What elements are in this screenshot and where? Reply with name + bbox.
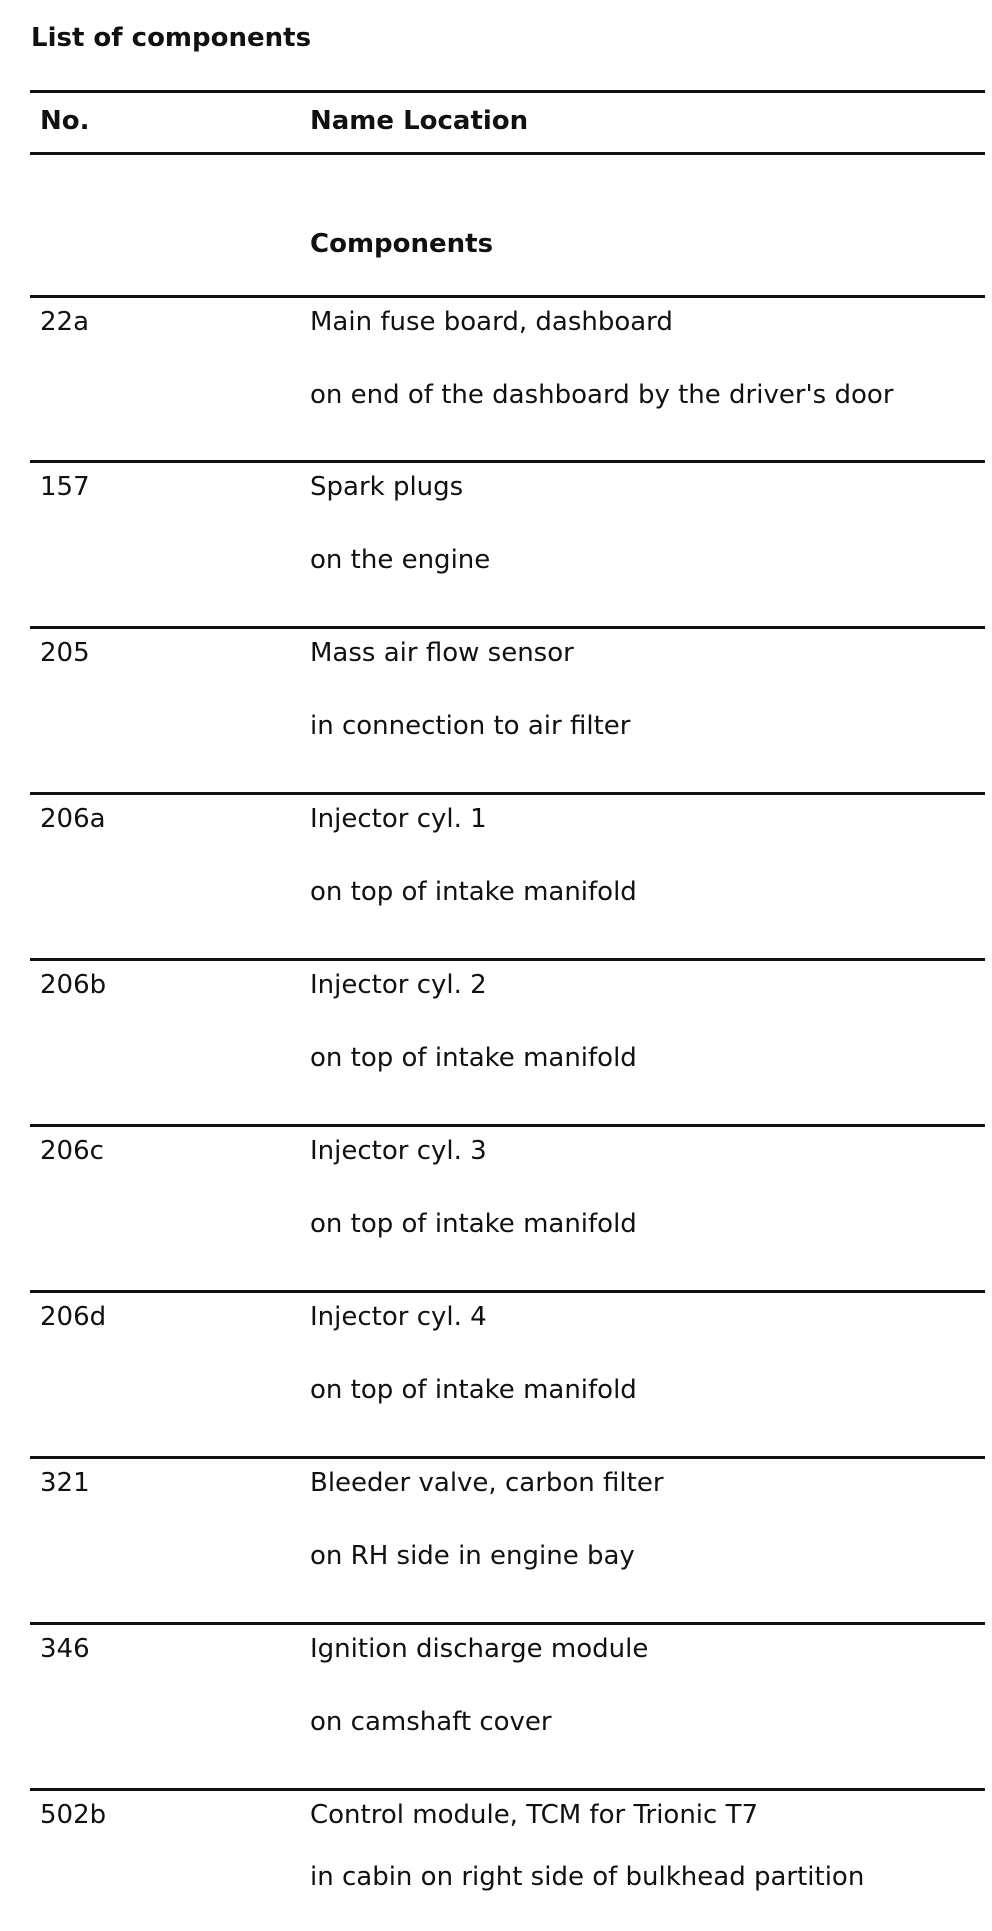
- table-row: [30, 1625, 985, 1788]
- cell-location: in cabin on right side of bulkhead partition: [310, 1862, 865, 1892]
- table-row: [30, 1459, 985, 1622]
- table-row: [30, 961, 985, 1124]
- table-row: [30, 463, 985, 626]
- cell-location: on camshaft cover: [310, 1707, 552, 1737]
- table-header-row: [30, 93, 985, 152]
- cell-name: Mass air flow sensor: [310, 638, 574, 668]
- cell-no: 22a: [40, 307, 90, 337]
- table-row: [30, 1293, 985, 1456]
- cell-name: Injector cyl. 1: [310, 804, 487, 834]
- cell-no: 206d: [40, 1302, 107, 1332]
- components-table: [30, 90, 985, 1931]
- cell-no: 157: [40, 472, 90, 502]
- cell-no: 321: [40, 1468, 90, 1498]
- cell-no: 206a: [40, 804, 106, 834]
- cell-no: 206b: [40, 970, 107, 1000]
- section-header-row: [30, 155, 985, 295]
- cell-no: 346: [40, 1634, 90, 1664]
- cell-name: Main fuse board, dashboard: [310, 307, 673, 337]
- table-row: [30, 1127, 985, 1290]
- cell-location: in connection to air filter: [310, 711, 631, 741]
- cell-no: 206c: [40, 1136, 104, 1166]
- cell-location: on RH side in engine bay: [310, 1541, 635, 1571]
- cell-location: on end of the dashboard by the driver's door: [310, 380, 894, 410]
- table-row: [30, 629, 985, 792]
- table-row: [30, 1791, 985, 1931]
- table-row: [30, 298, 985, 460]
- cell-no: 502b: [40, 1800, 107, 1830]
- cell-no: 205: [40, 638, 90, 668]
- header-no: No.: [40, 106, 90, 136]
- cell-name: Spark plugs: [310, 472, 464, 502]
- cell-name: Injector cyl. 2: [310, 970, 487, 1000]
- cell-location: on top of intake manifold: [310, 877, 637, 907]
- table-row: [30, 795, 985, 958]
- cell-location: on the engine: [310, 545, 491, 575]
- cell-name: Bleeder valve, carbon filter: [310, 1468, 664, 1498]
- section-title: Components: [310, 229, 494, 259]
- cell-location: on top of intake manifold: [310, 1043, 637, 1073]
- cell-location: on top of intake manifold: [310, 1375, 637, 1405]
- cell-name: Injector cyl. 3: [310, 1136, 487, 1166]
- cell-location: on top of intake manifold: [310, 1209, 637, 1239]
- cell-name: Control module, TCM for Trionic T7: [310, 1800, 759, 1830]
- header-name-location: Name Location: [310, 106, 529, 136]
- cell-name: Ignition discharge module: [310, 1634, 649, 1664]
- document-title: List of components: [31, 23, 312, 53]
- cell-name: Injector cyl. 4: [310, 1302, 487, 1332]
